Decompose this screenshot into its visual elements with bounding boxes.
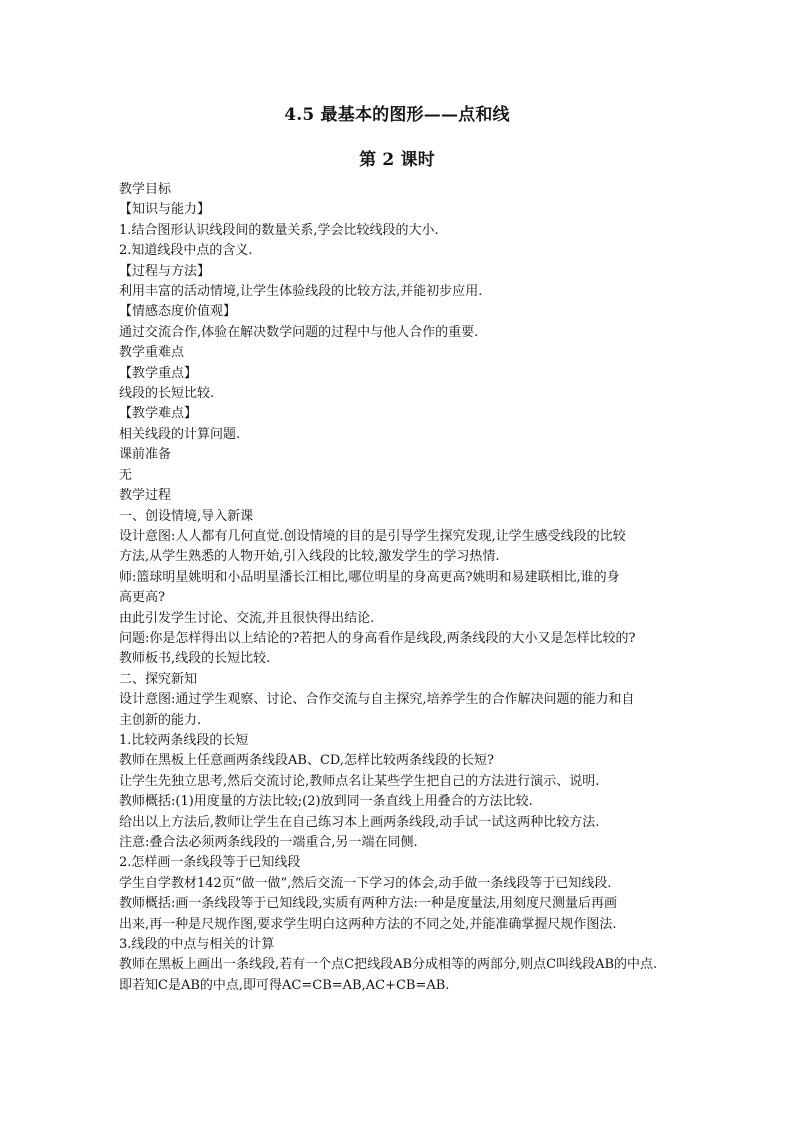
- body-line: 设计意图:人人都有几何直觉.创设情境的目的是引导学生探究发现,让学生感受线段的比较: [119, 528, 626, 544]
- body-line: 主创新的能力.: [119, 712, 202, 728]
- document-title: 4.5 最基本的图形——点和线: [284, 105, 510, 125]
- body-line: 让学生先独立思考,然后交流讨论,教师点名让某些学生把自己的方法进行演示、说明.: [119, 773, 600, 789]
- body-line: 二、探究新知: [119, 671, 198, 687]
- body-line: 由此引发学生讨论、交流,并且很快得出结论.: [119, 610, 375, 626]
- body-line: 教师在黑板上画出一条线段,若有一个点C把线段AB分成相等的两部分,则点C叫线段AB的中点.: [119, 957, 658, 973]
- body-line: 问题:你是怎样得出以上结论的?若把人的身高看作是线段,两条线段的大小又是怎样比较的?: [119, 630, 636, 646]
- body-line: 教学重难点: [119, 345, 185, 361]
- body-line: 课前准备: [119, 447, 172, 463]
- body-line: 通过交流合作,体验在解决数学问题的过程中与他人合作的重要.: [119, 324, 479, 340]
- body-line: 教师概括:(1)用度量的方法比较;(2)放到同一条直线上用叠合的方法比较.: [119, 794, 533, 810]
- body-line: 学生自学教材142页“做一做”,然后交流一下学习的体会,动手做一条线段等于已知线段.: [119, 875, 612, 891]
- body-line: 出来,再一种是尺规作图,要求学生明白这两种方法的不同之处,并能准确掌握尺规作图法.: [119, 916, 617, 932]
- body-line: 教师概括:画一条线段等于已知线段,实质有两种方法:一种是度量法,用刻度尺测量后再画: [119, 896, 618, 912]
- body-line: 一、创设情境,导入新课: [119, 508, 254, 524]
- body-line: 教学过程: [119, 488, 172, 504]
- body-line: 教师板书,线段的长短比较.: [119, 651, 271, 667]
- body-line: 【过程与方法】: [119, 263, 211, 279]
- body-line: 给出以上方法后,教师让学生在自己练习本上画两条线段,动手试一试这两种比较方法.: [119, 814, 600, 830]
- body-line: 师:篮球明星姚明和小品明星潘长江相比,哪位明星的身高更高?姚明和易建联相比,谁的身: [119, 569, 620, 585]
- body-line: 【知识与能力】: [119, 202, 211, 218]
- document-body: [119, 180, 687, 996]
- body-line: 【情感态度价值观】: [119, 304, 237, 320]
- body-line: 利用丰富的活动情境,让学生体验线段的比较方法,并能初步应用.: [119, 284, 483, 300]
- body-line: 线段的长短比较.: [119, 386, 215, 402]
- body-line: 2.知道线段中点的含义.: [119, 243, 253, 259]
- body-line: 1.结合图形认识线段间的数量关系,学会比较线段的大小.: [119, 222, 439, 238]
- body-line: 1.比较两条线段的长短: [119, 732, 249, 748]
- body-line: 2.怎样画一条线段等于已知线段: [119, 855, 301, 871]
- document-subtitle: 第 2 课时: [359, 150, 435, 170]
- body-line: 方法,从学生熟悉的人物开始,引入线段的比较,激发学生的学习热情.: [119, 549, 500, 565]
- body-line: 无: [119, 467, 133, 483]
- body-line: 【教学难点】: [119, 406, 198, 422]
- body-line: 教学目标: [119, 182, 172, 197]
- body-line: 相关线段的计算问题.: [119, 426, 241, 442]
- body-line: 3.线段的中点与相关的计算: [119, 937, 275, 953]
- body-line: 教师在黑板上任意画两条线段AB、CD,怎样比较两条线段的长短?: [119, 753, 494, 769]
- body-line: 即若知C是AB的中点,即可得AC=CB=AB,AC+CB=AB.: [119, 977, 450, 993]
- body-line: 高更高?: [119, 590, 165, 606]
- body-line: 注意:叠合法必须两条线段的一端重合,另一端在同侧.: [119, 835, 418, 850]
- body-line: 【教学重点】: [119, 365, 198, 381]
- body-line: 设计意图:通过学生观察、讨论、合作交流与自主探究,培养学生的合作解决问题的能力和自: [119, 692, 635, 708]
